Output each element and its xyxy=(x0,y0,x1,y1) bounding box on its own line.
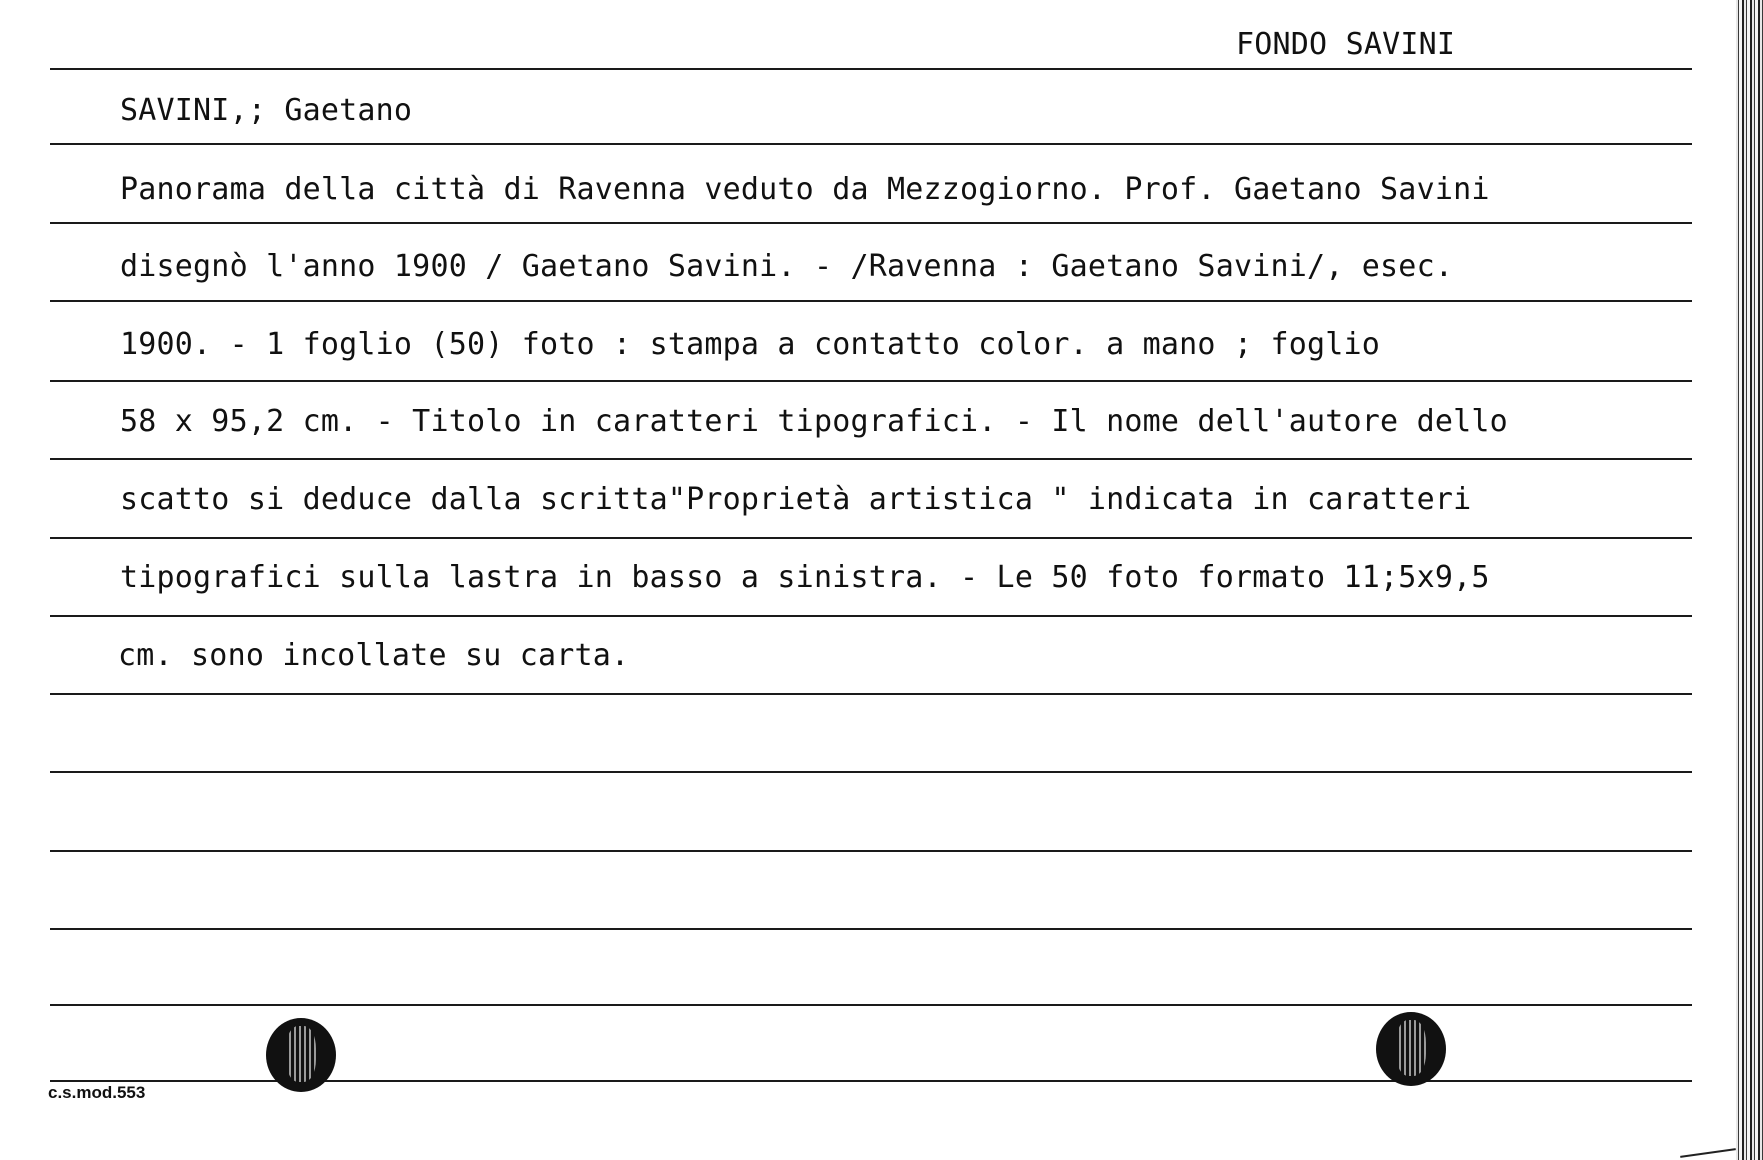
ruled-line xyxy=(50,1004,1692,1006)
punch-hole-right xyxy=(1376,1012,1446,1086)
ruled-line xyxy=(50,771,1692,773)
ruled-line xyxy=(50,537,1692,539)
ruled-line xyxy=(50,143,1692,145)
description-line: disegnò l'anno 1900 / Gaetano Savini. - /Ravenna : Gaetano Savini/, esec. xyxy=(120,249,1454,284)
card-corner xyxy=(1680,1148,1736,1158)
ruled-line xyxy=(50,693,1692,695)
punch-hole-left xyxy=(266,1018,336,1092)
ruled-line xyxy=(50,380,1692,382)
ruled-line xyxy=(50,68,1692,70)
ruled-line xyxy=(50,850,1692,852)
ruled-line xyxy=(50,300,1692,302)
ruled-line xyxy=(50,928,1692,930)
ruled-line xyxy=(50,615,1692,617)
description-line: scatto si deduce dalla scritta"Proprietà artistica " indicata in caratteri xyxy=(120,482,1472,517)
description-line: cm. sono incollate su carta. xyxy=(118,638,630,673)
ruled-line xyxy=(50,222,1692,224)
description-line: tipografici sulla lastra in basso a sinistra. - Le 50 foto formato 11;5x9,5 xyxy=(120,560,1490,595)
description-line: 58 x 95,2 cm. - Titolo in caratteri tipografici. - Il nome dell'autore dello xyxy=(120,404,1508,439)
ruled-line xyxy=(50,458,1692,460)
card-edge xyxy=(1736,0,1763,1160)
collection-heading: FONDO SAVINI xyxy=(1236,27,1456,62)
description-line: Panorama della città di Ravenna veduto da Mezzogiorno. Prof. Gaetano Savini xyxy=(120,172,1490,207)
description-line: 1900. - 1 foglio (50) foto : stampa a contatto color. a mano ; foglio xyxy=(120,327,1381,362)
author-name: SAVINI,; Gaetano xyxy=(120,93,413,128)
form-code: c.s.mod.553 xyxy=(48,1083,146,1102)
